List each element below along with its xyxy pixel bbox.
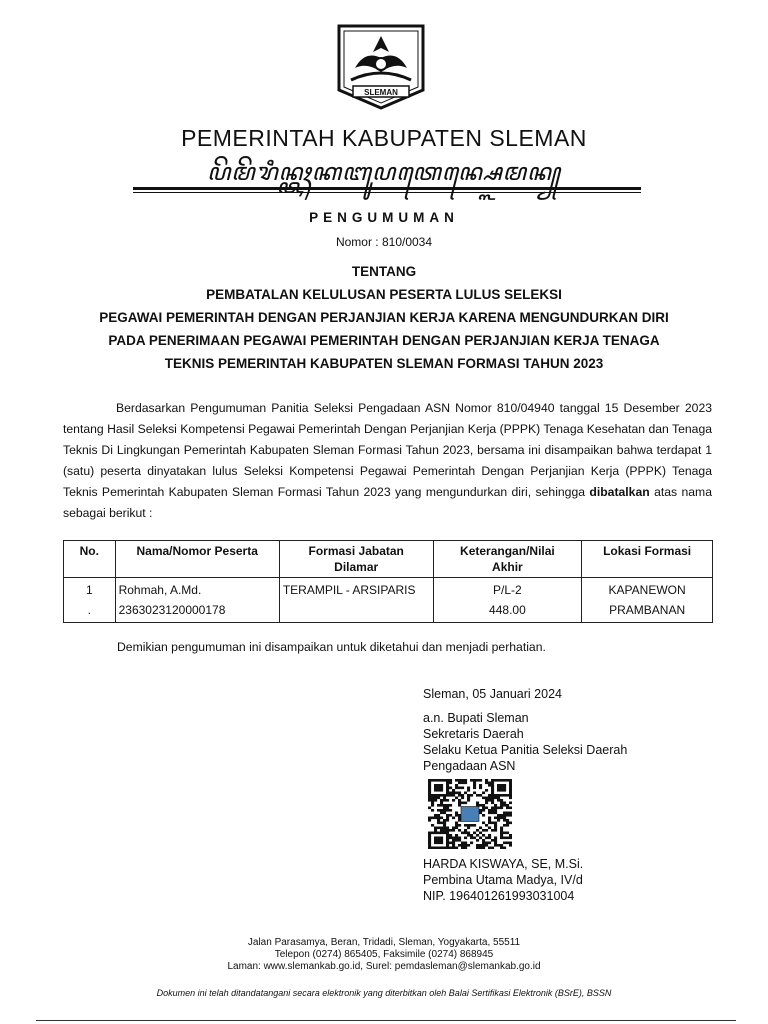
subject-line-3: PADA PENERIMAAN PEGAWAI PEMERINTAH DENGAN PERJANJIAN KERJA TENAGA bbox=[108, 333, 660, 348]
signer-name: HARDA KISWAYA, SE, M.Si. bbox=[423, 857, 584, 871]
participant-number: 2363023120000178 bbox=[118, 603, 226, 617]
qr-code-signature bbox=[428, 779, 512, 849]
cell-keterangan bbox=[433, 578, 582, 623]
cell-no-value: 1 bbox=[85, 583, 93, 597]
table-header-row bbox=[64, 541, 713, 578]
paragraph-text-after: atas nama sebagai berikut : bbox=[63, 485, 712, 520]
cell-no bbox=[64, 578, 116, 623]
signer-line-1: a.n. Bupati Sleman bbox=[423, 711, 529, 725]
paragraph-bold-word: dibatalkan bbox=[589, 485, 650, 499]
place-date: Sleman, 05 Januari 2024 bbox=[423, 687, 562, 701]
status-code: P/L-2 bbox=[493, 583, 522, 597]
footer-address: Jalan Parasamya, Beran, Tridadi, Sleman, Yogyakarta, 55511 bbox=[247, 937, 521, 948]
header-keterangan-line2: Akhir bbox=[492, 560, 523, 574]
final-score: 448.00 bbox=[489, 603, 526, 617]
electronic-signature-disclaimer: Dokumen ini telah ditandatangani secara elektronik yang diterbitkan oleh Balai Sertifikasi Elektronik (BSrE), BSSN bbox=[156, 988, 612, 998]
header-formasi-line2: Dilamar bbox=[334, 560, 379, 574]
participant-name: Rohmah, A.Md. bbox=[118, 583, 202, 597]
header-nama: Nama/Nomor Peserta bbox=[115, 541, 279, 578]
location-line2: PRAMBANAN bbox=[609, 603, 686, 617]
header-formasi bbox=[279, 541, 433, 578]
location-line1: KAPANEWON bbox=[608, 583, 686, 597]
subject-line-1: PEMBATALAN KELULUSAN PESERTA LULUS SELEKSI bbox=[206, 287, 562, 302]
header-formasi-line1: Formasi Jabatan bbox=[308, 544, 404, 558]
cell-nama bbox=[115, 578, 279, 623]
announcement-title: PENGUMUMAN bbox=[309, 210, 459, 225]
header-keterangan bbox=[433, 541, 582, 578]
signer-nip: NIP. 196401261993031004 bbox=[423, 889, 575, 903]
cell-formasi: TERAMPIL - ARSIPARIS bbox=[279, 578, 433, 623]
signer-line-4: Pengadaan ASN bbox=[423, 759, 516, 773]
table-row bbox=[64, 578, 713, 623]
signer-rank: Pembina Utama Madya, IV/d bbox=[423, 873, 583, 887]
letterhead-rule-thin bbox=[133, 192, 641, 193]
closing-sentence: Demikian pengumuman ini disampaikan untuk diketahui dan menjadi perhatian. bbox=[117, 640, 546, 654]
header-keterangan-line1: Keterangan/Nilai bbox=[460, 544, 555, 558]
footer-web: Laman: www.slemankab.go.id, Surel: pemdasleman@slemankab.go.id bbox=[227, 961, 541, 972]
footer-phone: Telepon (0274) 865405, Faksimile (0274) 868945 bbox=[274, 949, 494, 960]
announcement-number: Nomor : 810/0034 bbox=[335, 235, 433, 249]
paragraph-text-before: Berdasarkan Pengumuman Panitia Seleksi Pengadaan ASN Nomor 810/04940 tanggal 15 Desember 2023 tentang Hasil Seleksi Kompetensi Pegawai Pemerintah Dengan Perjanjian Kerja (PPPK) Tenaga Kesehatan dan Tenaga Teknis Di Lingkungan Pemerintah Kabupaten Sleman Formasi Tahun 2023, bersama ini disampaikan bahwa terdapat 1 (satu) peserta dinyatakan lulus Seleksi Kompetensi Pegawai Pemerintah Dengan Perjanjian Kerja (PPPK) Tenaga Teknis Pemerintah Kabupaten Sleman Formasi Tahun 2023 yang mengundurkan diri, sehingga bbox=[63, 401, 712, 499]
about-label: TENTANG bbox=[351, 264, 417, 279]
header-no: No. bbox=[64, 541, 116, 578]
letterhead-rule-thick bbox=[133, 187, 641, 190]
government-title: PEMERINTAH KABUPATEN SLEMAN bbox=[181, 125, 587, 151]
subject-line-2: PEGAWAI PEMERINTAH DENGAN PERJANJIAN KERJA KARENA MENGUNDURKAN DIRI bbox=[99, 310, 669, 325]
bottom-rule bbox=[36, 1020, 736, 1021]
subject-line-4: TEKNIS PEMERINTAH KABUPATEN SLEMAN FORMASI TAHUN 2023 bbox=[164, 356, 604, 371]
sleman-logo-seal bbox=[335, 22, 427, 112]
qr-center-emblem bbox=[461, 807, 479, 822]
cell-no-dot: . bbox=[87, 603, 91, 617]
javanese-script-title: ꦥꦼꦩꦼꦫꦶꦤ꧀ꦠꦃꦏꦧꦸꦥꦠꦺꦤ꧀ꦱ꧀ꦭꦺꦩꦤ꧀ bbox=[207, 158, 561, 186]
body-paragraph bbox=[63, 398, 712, 524]
participant-table bbox=[63, 540, 713, 623]
header-lokasi: Lokasi Formasi bbox=[582, 541, 713, 578]
signer-line-2: Sekretaris Daerah bbox=[423, 727, 524, 741]
signer-line-3: Selaku Ketua Panitia Seleksi Daerah bbox=[423, 743, 628, 757]
cell-lokasi bbox=[582, 578, 713, 623]
logo-text: SLEMAN bbox=[364, 88, 398, 97]
